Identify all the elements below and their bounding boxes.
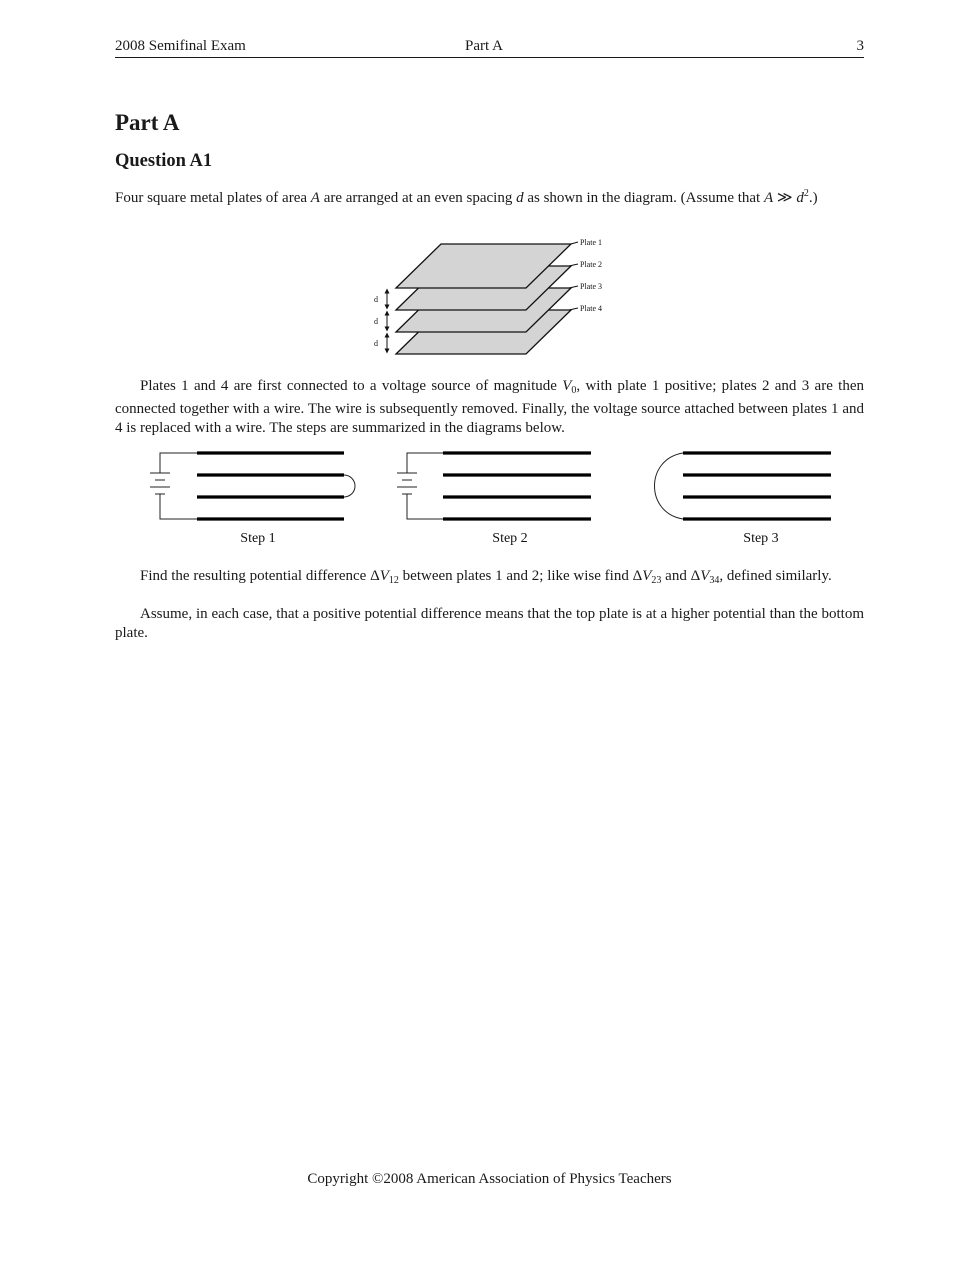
header-page-number: 3 xyxy=(856,38,864,54)
header-exam-name: 2008 Semifinal Exam xyxy=(115,38,246,54)
procedure-paragraph: Plates 1 and 4 are first connected to a voltage source of magnitude $V_0$, with plate 1 positive; plates 2 and 3 are then connected together with a wire. The wire is subsequently removed. Finally, the voltage source attached between plates 1 and 4 is replaced with a wire. The steps are summarized in the diagrams below. xyxy=(115,378,864,436)
step-3-circuit xyxy=(655,453,832,546)
intro-paragraph: Four square metal plates of area A are arranged at an even spacing d as shown in the diagram. (Assume that A ≫ $d^2$.) xyxy=(115,188,818,206)
step-2-circuit xyxy=(397,453,591,546)
plate-4-leader xyxy=(569,308,578,310)
task-paragraph: Find the resulting potential difference $\Delta V_{12}$ between plates 1 and 2; like wise find $\Delta V_{23}$ and $\Delta V_{34}$, defined similarly. xyxy=(140,568,832,586)
step1-top-wire xyxy=(160,453,197,473)
step-3-label: Step 3 xyxy=(743,531,779,546)
plate-3-leader xyxy=(569,286,578,288)
plate-2-leader xyxy=(569,264,578,266)
step-2-label: Step 2 xyxy=(492,531,528,546)
part-title: Part A xyxy=(115,110,180,135)
step3-shorting-wire xyxy=(655,453,684,519)
spacing-label-1: d xyxy=(374,295,378,304)
step2-bottom-wire xyxy=(407,494,443,519)
plates-diagram xyxy=(360,232,620,360)
copyright-footer: Copyright ©2008 American Association of Physics Teachers xyxy=(307,1171,672,1187)
sign-convention-paragraph: Assume, in each case, that a positive potential difference means that the top plate is at a higher potential than the bottom plate. xyxy=(115,606,864,641)
spacing-label-2: d xyxy=(374,317,378,326)
step-1-circuit xyxy=(150,453,355,546)
question-title: Question A1 xyxy=(115,151,213,171)
plate-2-label: Plate 2 xyxy=(580,260,602,269)
spacing-label-3: d xyxy=(374,339,378,348)
steps-diagram xyxy=(140,445,850,553)
step2-top-wire xyxy=(407,453,443,473)
plate-3-label: Plate 3 xyxy=(580,282,602,291)
step-1-label: Step 1 xyxy=(240,531,276,546)
header-section: Part A xyxy=(465,38,503,54)
step1-jumper-wire xyxy=(344,475,355,497)
plate-4-label: Plate 4 xyxy=(580,304,602,313)
plate-1-leader xyxy=(571,242,578,244)
running-header xyxy=(115,37,864,58)
step1-bottom-wire xyxy=(160,494,197,519)
plate-1-label: Plate 1 xyxy=(580,238,602,247)
